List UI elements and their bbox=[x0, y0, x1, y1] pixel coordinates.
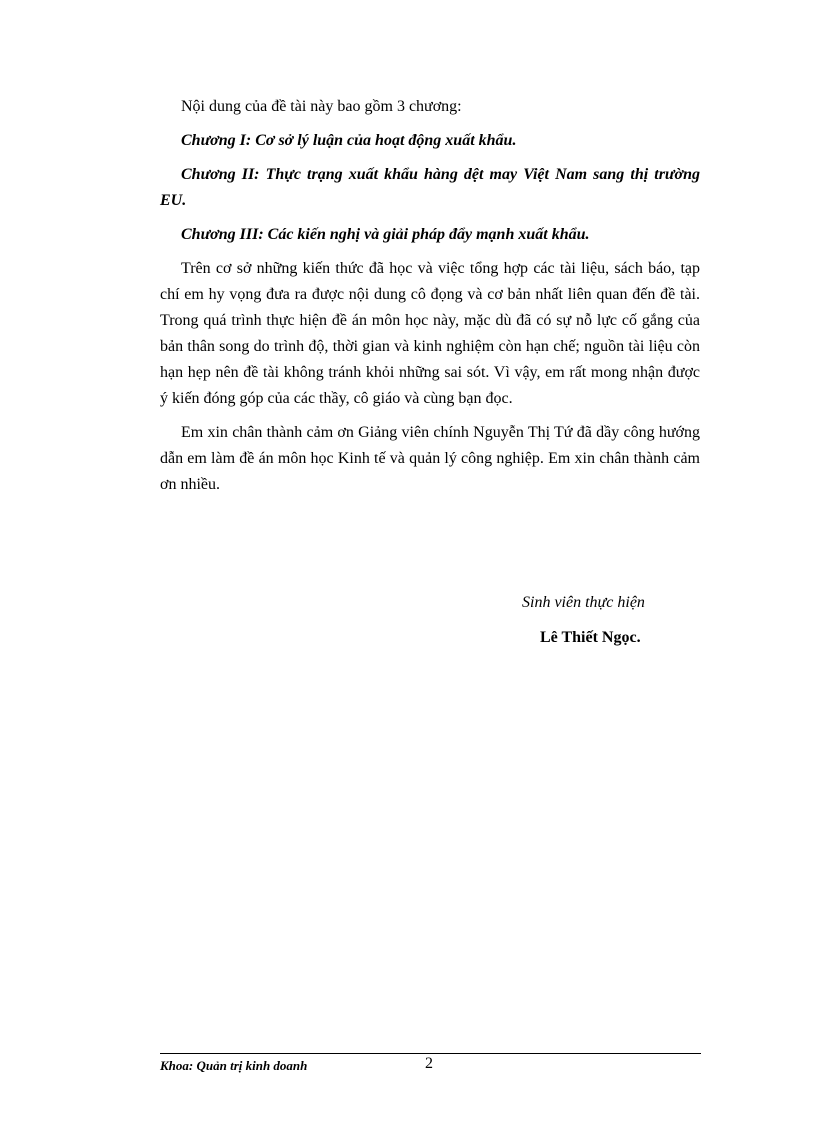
chapter-2: Chương II: Thực trạng xuất khẩu hàng dệt may Việt Nam sang thị trường EU. bbox=[160, 166, 700, 209]
footer-department: Khoa: Quản trị kinh doanh bbox=[160, 1058, 308, 1073]
paragraph-thanks: Em xin chân thành cảm ơn Giảng viên chính Nguyễn Thị Tứ đã dầy công hướng dẫn em làm đề án môn học Kinh tế và quản lý công nghiệp. Em xin chân thành cảm ơn nhiều. bbox=[160, 424, 700, 493]
signature-role: Sinh viên thực hiện bbox=[522, 594, 645, 611]
paragraph-acknowledgement-scope: Trên cơ sở những kiến thức đã học và việc tổng hợp các tài liệu, sách báo, tạp chí em hy vọng đưa ra được nội dung cô đọng và cơ bản nhất liên quan đến đề tài. Trong quá trình thực hiện đề án môn học này, mặc dù đã có sự nỗ lực cố gắng của bản thân song do trình độ, thời gian và kinh nghiệm còn hạn chế; nguồn tài liệu còn hạn hẹp nên đề tài không tránh khỏi những sai sót. Vì vậy, em rất mong nhận được ý kiến đóng góp của các thầy, cô giáo và cùng bạn đọc. bbox=[160, 260, 700, 407]
footer-divider bbox=[160, 1053, 701, 1054]
chapter-3: Chương III: Các kiến nghị và giải pháp đẩy mạnh xuất khẩu. bbox=[181, 226, 590, 243]
signature-name: Lê Thiết Ngọc. bbox=[540, 629, 641, 646]
document-body bbox=[160, 94, 700, 498]
page-number: 2 bbox=[425, 1055, 433, 1072]
chapter-1: Chương I: Cơ sở lý luận của hoạt động xuất khẩu. bbox=[181, 132, 517, 149]
intro-line: Nội dung của đề tài này bao gồm 3 chương: bbox=[181, 98, 462, 115]
